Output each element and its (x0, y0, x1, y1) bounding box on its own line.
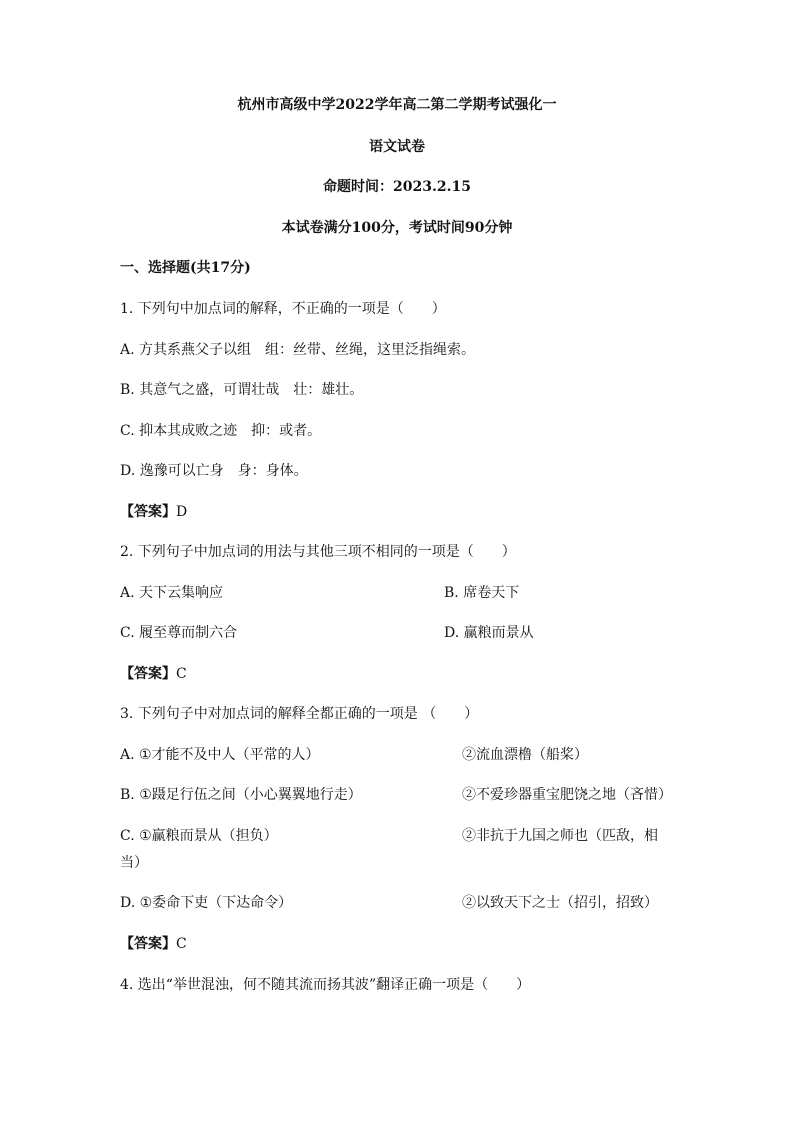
q3-option-b-2: ②不爱珍器重宝肥饶之地（吝惜） (462, 787, 672, 803)
answer-label: 【答案】 (120, 504, 176, 520)
q4-stem: 4. 选出“举世混浊，何不随其流而扬其波”翻译正确一项是（ ） (120, 977, 531, 993)
q1-option-b: B. 其意气之盛，可谓壮哉 壮：雄壮。 (120, 382, 364, 398)
q2-answer (120, 665, 187, 683)
q3-option-c-2: ②非抗于九国之师也（匹敌，相 (462, 828, 658, 844)
q1-option-a: A. 方其系燕父子以组 组：丝带、丝绳，这里泛指绳索。 (120, 342, 476, 358)
answer-label: 【答案】 (120, 936, 176, 952)
q3-option-d-2: ②以致天下之士（招引，招致） (462, 895, 658, 911)
q3-stem: 3. 下列句子中对加点词的解释全都正确的一项是 （ ） (120, 706, 479, 722)
q2-option-a: A. 天下云集响应 (120, 585, 224, 601)
exam-date: 命题时间：2023.2.15 (323, 179, 471, 195)
q2-stem: 2. 下列句子中加点词的用法与其他三项不相同的一项是（ ） (120, 544, 516, 560)
document-subtitle: 语文试卷 (369, 139, 425, 155)
q3-option-a-1: A. ①才能不及中人（平常的人） (120, 747, 320, 763)
q2-option-b: B. 席卷天下 (444, 585, 520, 601)
q2-option-d: D. 赢粮而景从 (444, 625, 534, 641)
exam-info: 本试卷满分100分，考试时间90分钟 (281, 220, 513, 236)
q1-stem: 1. 下列句中加点词的解释，不正确的一项是（ ） (120, 301, 446, 317)
document-title: 杭州市高级中学2022学年高二第二学期考试强化一 (237, 97, 557, 113)
q3-answer (120, 935, 187, 953)
answer-value: C (176, 666, 187, 682)
answer-value: C (176, 936, 187, 952)
q1-option-d: D. 逸豫可以亡身 身：身体。 (120, 463, 308, 479)
answer-value: D (176, 504, 188, 520)
q2-option-c: C. 履至尊而制六合 (120, 625, 238, 641)
q3-option-d-1: D. ①委命下吏（下达命令） (120, 895, 293, 911)
q3-option-a-2: ②流血漂橹（船桨） (462, 747, 588, 763)
answer-label: 【答案】 (120, 666, 176, 682)
q3-option-b-1: B. ①蹑足行伍之间（小心翼翼地行走） (120, 787, 362, 803)
q1-answer (120, 503, 187, 521)
q3-option-c-1: C. ①赢粮而景从（担负） (120, 828, 278, 844)
q1-option-c: C. 抑本其成败之迹 抑：或者。 (120, 423, 322, 439)
section-heading: 一、选择题(共17分) (120, 260, 251, 276)
q3-option-c-3: 当） (120, 855, 148, 871)
